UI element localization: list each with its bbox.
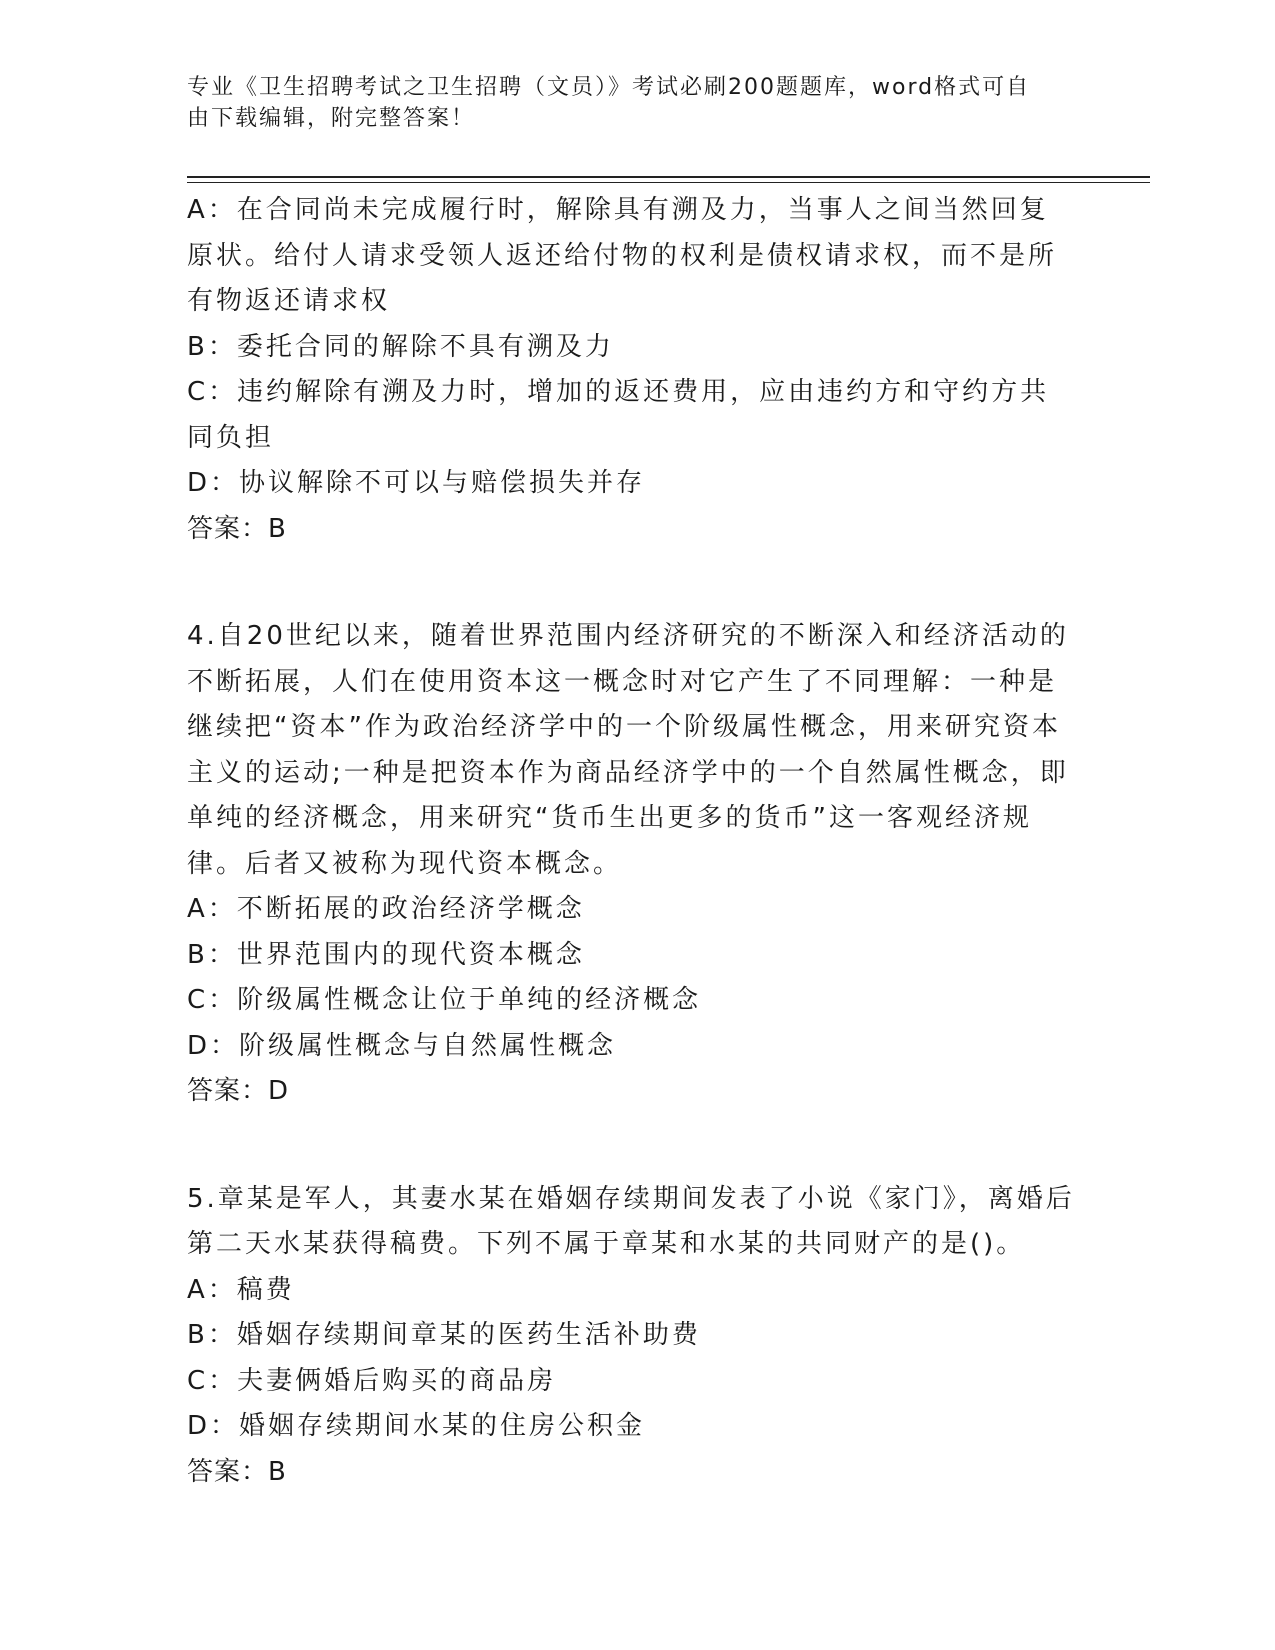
- header-divider-thin: [187, 182, 1150, 183]
- q4-option-b: B：世界范围内的现代资本概念: [187, 939, 585, 970]
- q5-option-d: D：婚姻存续期间水某的住房公积金: [187, 1411, 646, 1441]
- document-header: [187, 72, 1067, 134]
- q4-answer: 答案：D: [187, 1076, 290, 1106]
- question-4: [187, 614, 1077, 1115]
- q5-option-c: C：夫妻俩婚后购买的商品房: [187, 1365, 557, 1396]
- q4-stem: 4.自20世纪以来，随着世界范围内经济研究的不断深入和经济活动的不断拓展，人们在使用资本这一概念时对它产生了不同理解：一种是继续把“资本”作为政治经济学中的一个阶级属性概念，用来研究资本主义的运动;一种是把资本作为商品经济学中的一个自然属性概念，即单纯的经济概念，用来研究“货币生出更多的货币”这一客观经济规律。后者又被称为现代资本概念。: [187, 621, 1069, 879]
- q4-option-d: D：阶级属性概念与自然属性概念: [187, 1030, 617, 1061]
- q5-stem: 5.章某是军人，其妻水某在婚姻存续期间发表了小说《家门》，离婚后第二天水某获得稿费。下列不属于章某和水某的共同财产的是()。: [187, 1183, 1075, 1259]
- q5-answer: 答案：B: [187, 1456, 287, 1487]
- q3-option-c: C：违约解除有溯及力时，增加的返还费用，应由违约方和守约方共同负担: [187, 377, 1050, 453]
- document-body: [187, 188, 1077, 1495]
- q4-option-c: C：阶级属性概念让位于单纯的经济概念: [187, 985, 702, 1015]
- q5-option-b: B：婚姻存续期间章某的医药生活补助费: [187, 1320, 701, 1350]
- header-line-1: 专业《卫生招聘考试之卫生招聘（文员）》考试必刷200题题库，word格式可自: [187, 75, 1031, 100]
- header-divider-thick: [187, 176, 1150, 178]
- header-line-2: 由下载编辑，附完整答案！: [187, 106, 476, 131]
- q3-option-d: D：协议解除不可以与赔偿损失并存: [187, 468, 646, 498]
- q5-option-a: A：稿费: [187, 1274, 295, 1305]
- q3-answer: 答案：B: [187, 513, 287, 544]
- q3-option-a: A：在合同尚未完成履行时，解除具有溯及力，当事人之间当然回复原状。给付人请求受领人返还给付物的权利是债权请求权，而不是所有物返还请求权: [187, 195, 1058, 316]
- question-5: [187, 1177, 1077, 1496]
- q3-option-b: B：委托合同的解除不具有溯及力: [187, 331, 614, 362]
- question-3: [187, 188, 1077, 552]
- q4-option-a: A：不断拓展的政治经济学概念: [187, 894, 585, 924]
